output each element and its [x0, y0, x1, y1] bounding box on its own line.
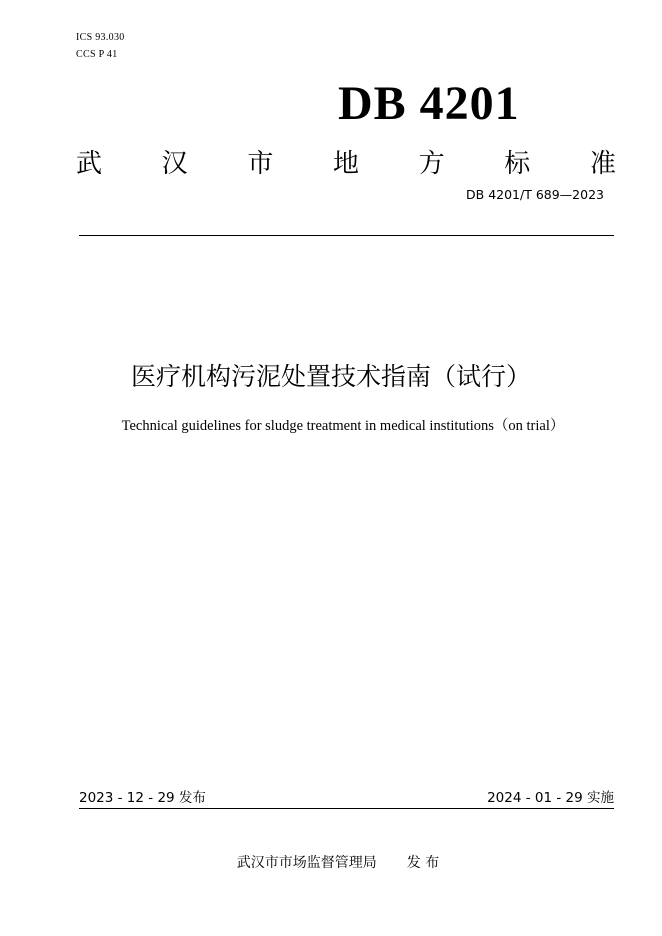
standard-type-char: 准 — [589, 149, 616, 179]
standard-type-char: 武 — [76, 149, 103, 179]
implementation-date: 2024 - 01 - 29 实施 — [487, 790, 614, 806]
footer-divider — [79, 808, 614, 809]
title-english: Technical guidelines for sludge treatment in medical institutions（on trial） — [121, 418, 565, 434]
header-divider — [79, 235, 614, 236]
ccs-code: CCS P 41 — [76, 49, 118, 60]
publisher-line — [0, 852, 662, 874]
issue-date: 2023 - 12 - 29 发布 — [79, 790, 206, 806]
ics-code: ICS 93.030 — [76, 32, 125, 43]
standard-type-char: 汉 — [161, 149, 188, 179]
title-chinese: 医疗机构污泥处置技术指南（试行） — [130, 362, 531, 391]
standard-type-char: 方 — [418, 149, 445, 179]
standard-type-char: 地 — [332, 149, 359, 179]
standard-number: DB 4201/T 689—2023 — [466, 187, 604, 202]
standard-type-char: 标 — [504, 149, 531, 179]
standard-type-char: 市 — [247, 149, 274, 179]
publisher-action: 发 布 — [406, 855, 440, 871]
publisher-name: 武汉市市场监督管理局 — [236, 855, 377, 871]
standard-code: DB 4201 — [338, 77, 520, 130]
standard-type — [76, 146, 616, 182]
